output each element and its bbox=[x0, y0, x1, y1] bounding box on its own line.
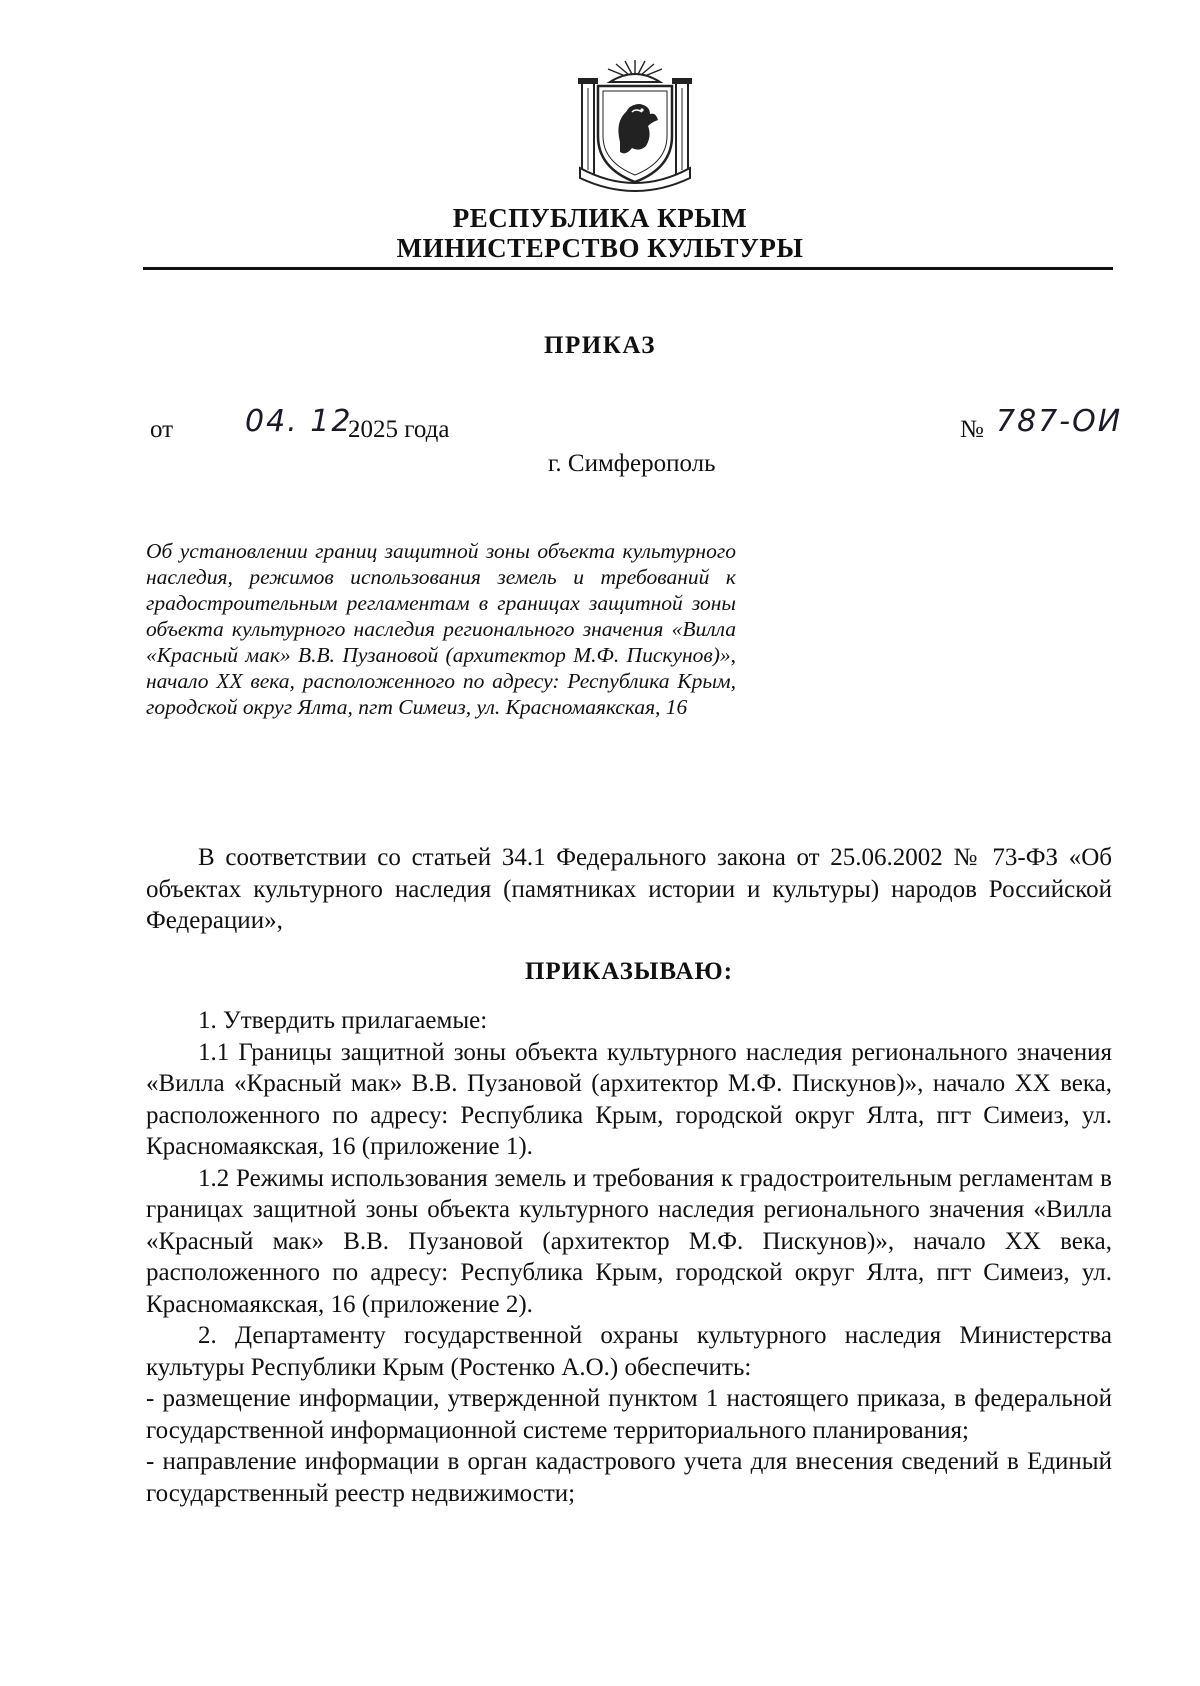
paragraph-2: 2. Департаменту государственной охраны культурного наследия Министерства культуры Республики Крым (Ростенко А.О.) обеспечить: bbox=[146, 1322, 1112, 1381]
header-ministry: МИНИСТЕРСТВО КУЛЬТУРЫ bbox=[396, 233, 804, 263]
number-prefix: № bbox=[960, 416, 984, 443]
bullet-2: - направление информации в орган кадастрового учета для внесения сведений в Единый государственный реестр недвижимости; bbox=[146, 1448, 1112, 1507]
preamble-paragraph: В соответствии со статьей 34.1 Федерального закона от 25.06.2002 № 73-ФЗ «Об объектах культурного наследия (памятниках истории и культуры) народов Российской Федерации», bbox=[146, 844, 1112, 934]
date-year: 2025 года bbox=[348, 416, 450, 443]
order-subject bbox=[146, 538, 736, 720]
paragraph-1-1: 1.1 Границы защитной зоны объекта культурного наследия регионального значения «Вилла «Красный мак» В.В. Пузановой (архитектор М.Ф. Пискунов)», начало XX века, расположенного по адресу: Республика Крым, городской округ Ялта, пгт Симеиз, ул. Красномаякская, 16 (приложение 1). bbox=[146, 1038, 1112, 1160]
number-handwritten: 787-ОИ bbox=[996, 404, 1123, 439]
city: г. Симферополь bbox=[548, 450, 716, 477]
header-republic: РЕСПУБЛИКА КРЫМ bbox=[452, 203, 748, 233]
paragraph-1-2: 1.2 Режимы использования земель и требования к градостроительным регламентам в границах защитной зоны объекта культурного наследия регионального значения «Вилла «Красный мак» В.В. Пузановой (архитектор М.Ф. Пискунов)», начало XX века, расположенного по адресу: Республика Крым, городской округ Ялта, пгт Симеиз, ул. Красномаякская, 16 (приложение 2). bbox=[146, 1164, 1112, 1318]
paragraph-1: 1. Утвердить прилагаемые: bbox=[198, 1007, 488, 1034]
document-type-title: ПРИКАЗ bbox=[544, 332, 656, 359]
date-prefix: от bbox=[150, 416, 174, 443]
date-handwritten: 04. 12. bbox=[245, 404, 364, 439]
header-divider bbox=[143, 267, 1113, 270]
order-subject-text: Об установлении границ защитной зоны объекта культурного наследия, режимов использования земель и требований к градостроительным регламентам в границах защитной зоны объекта культурного наследия регионального значения «Вилла «Красный мак» В.В. Пузановой (архитектор М.Ф. Пискунов)», начало XX века, расположенного по адресу: Республика Крым, городской округ Ялта, пгт Симеиз, ул. Красномаякская, 16 bbox=[146, 539, 736, 719]
order-word: ПРИКАЗЫВАЮ: bbox=[524, 957, 734, 985]
coat-of-arms-emblem bbox=[570, 52, 700, 192]
bullet-1: - размещение информации, утвержденной пунктом 1 настоящего приказа, в федеральной государственной информационной системе территориального планирования; bbox=[146, 1385, 1112, 1444]
document-body bbox=[146, 842, 1112, 1509]
